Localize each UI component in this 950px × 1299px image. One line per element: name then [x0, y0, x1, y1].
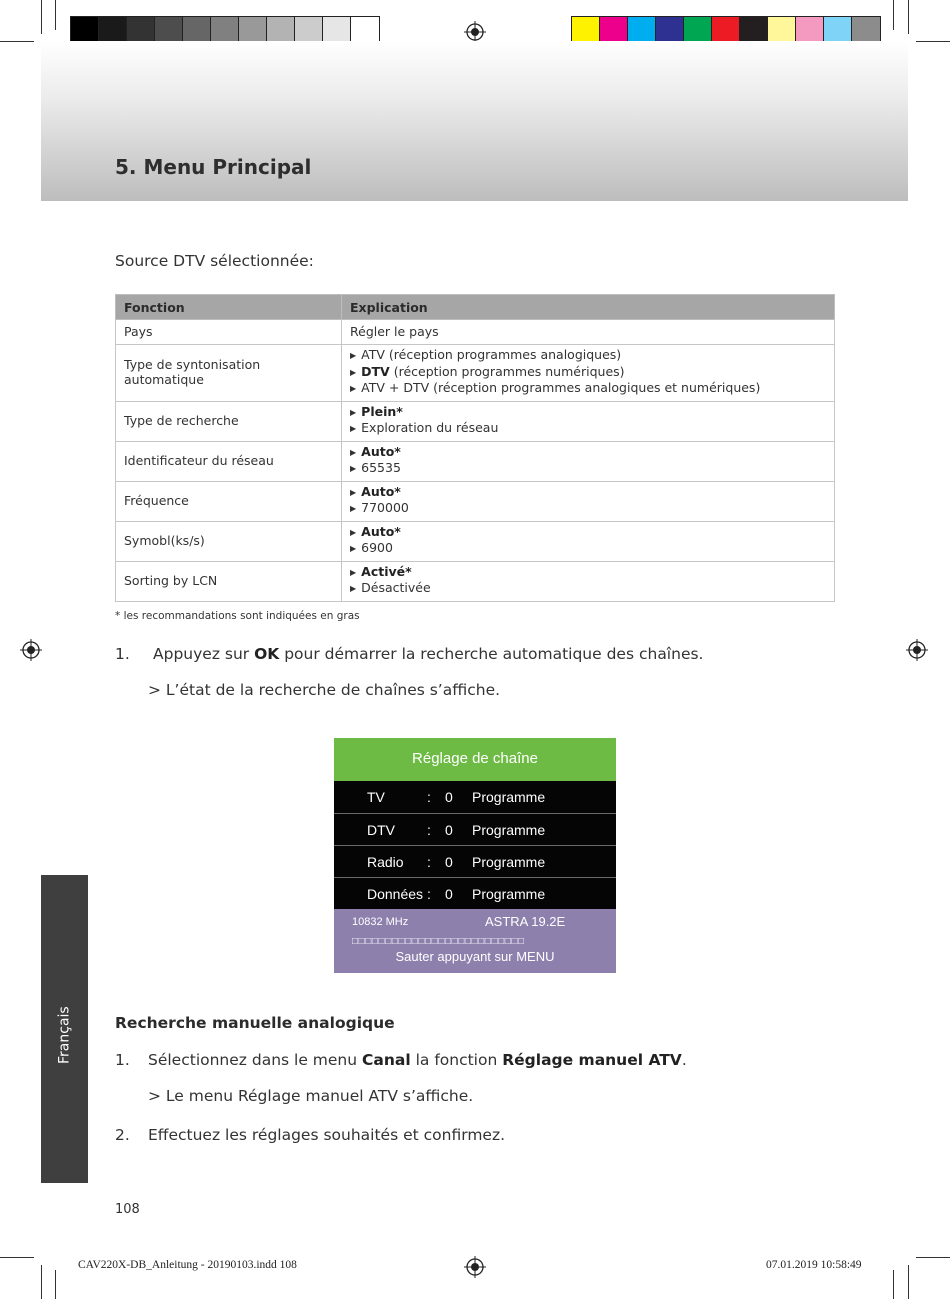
scan-row-tv [334, 781, 616, 813]
explanation-cell [342, 345, 835, 402]
option-default: Auto* [361, 443, 401, 459]
scan-row-radio [334, 845, 616, 877]
table-row [116, 441, 835, 481]
option-label: DTV [361, 363, 390, 379]
channel-scan-screen [334, 738, 616, 973]
option-item [350, 501, 826, 518]
satellite-name: ASTRA 19.2E [485, 914, 566, 929]
function-name: Réglage manuel ATV [502, 1051, 682, 1069]
step-number: 1. [115, 645, 130, 663]
option-default: Plein* [361, 403, 403, 419]
scan-status-panel [334, 909, 616, 973]
table-row [116, 401, 835, 441]
function-cell: Identificateur du réseau [116, 441, 342, 481]
slug-filename: CAV220X-DB_Anleitung - 20190103.indd 108 [78, 1259, 297, 1271]
menu-name: Canal [362, 1051, 411, 1069]
step-1-result: > L’état de la recherche de chaînes s’affiche. [148, 681, 501, 699]
row-label: Données [367, 886, 424, 902]
column-header-explanation: Explication [342, 295, 835, 320]
crop-mark [916, 1257, 950, 1258]
frequency-readout: 10832 MHz [352, 916, 409, 928]
option-default: Auto* [361, 523, 401, 539]
crop-mark [908, 0, 909, 34]
option-label: ATV + DTV [361, 380, 430, 395]
option-value: Exploration du réseau [361, 420, 499, 435]
crop-mark [55, 0, 56, 30]
function-cell: Symobl(ks/s) [116, 521, 342, 561]
row-separator: : [427, 886, 431, 902]
table-header-row [116, 295, 835, 320]
row-count: 0 [445, 854, 453, 870]
function-cell: Pays [116, 320, 342, 345]
option-item [350, 485, 826, 502]
step-1 [115, 645, 703, 663]
registration-mark-icon [464, 1256, 486, 1278]
row-count: 0 [445, 789, 453, 805]
row-separator: : [427, 854, 431, 870]
step-text: Effectuez les réglages souhaités et confirmez. [148, 1126, 506, 1144]
function-cell: Type de syntonisation automatique [116, 345, 342, 402]
option-item [350, 445, 826, 462]
page-title: 5. Menu Principal [115, 155, 312, 179]
explanation-cell [342, 481, 835, 521]
row-separator: : [427, 822, 431, 838]
function-cell: Sorting by LCN [116, 561, 342, 601]
registration-mark-icon [464, 21, 486, 43]
explanation-cell: Régler le pays [342, 320, 835, 345]
step-text: Sélectionnez dans le menu [148, 1051, 362, 1069]
section-heading: Recherche manuelle analogique [115, 1014, 395, 1032]
option-item [350, 541, 826, 558]
page-number: 108 [115, 1202, 140, 1217]
function-cell: Type de recherche [116, 401, 342, 441]
option-item [350, 421, 826, 438]
option-value: 6900 [361, 540, 393, 555]
option-item [350, 405, 826, 422]
manual-step-2 [115, 1126, 505, 1144]
explanation-cell [342, 561, 835, 601]
option-label: ATV [361, 347, 385, 362]
table-row [116, 521, 835, 561]
manual-step-1-result: > Le menu Réglage manuel ATV s’affiche. [148, 1087, 474, 1105]
row-unit: Programme [472, 822, 546, 838]
screen-title: Réglage de chaîne [334, 738, 616, 781]
step-number: 1. [115, 1051, 130, 1069]
function-cell: Fréquence [116, 481, 342, 521]
option-default: Activé* [361, 563, 412, 579]
row-count: 0 [445, 822, 453, 838]
language-tab-label: Français [56, 1006, 73, 1064]
crop-mark [41, 1265, 42, 1299]
skip-hint: Sauter appuyant sur MENU [395, 949, 555, 964]
registration-mark-icon [20, 639, 42, 661]
column-header-function: Fonction [116, 295, 342, 320]
option-item [350, 348, 826, 365]
step-number: 2. [115, 1126, 130, 1144]
slug-timestamp: 07.01.2019 10:58:49 [766, 1259, 862, 1271]
row-unit: Programme [472, 886, 546, 902]
explanation-cell [342, 401, 835, 441]
row-separator: : [427, 789, 431, 805]
table-row [116, 561, 835, 601]
option-description: (réception programmes analogiques) [384, 347, 622, 362]
crop-mark [916, 41, 950, 42]
crop-mark [0, 1257, 34, 1258]
step-text: la fonction [410, 1051, 503, 1069]
option-description: (réception programmes numériques) [389, 363, 625, 379]
table-row [116, 345, 835, 402]
row-unit: Programme [472, 789, 546, 805]
scan-row-data [334, 877, 616, 909]
table-row [116, 320, 835, 345]
crop-mark [41, 0, 42, 34]
option-value: 770000 [361, 500, 409, 515]
option-item [350, 461, 826, 478]
option-item [350, 381, 826, 398]
option-value: Désactivée [361, 580, 431, 595]
step-text: pour démarrer la recherche automatique des chaînes. [279, 645, 704, 663]
function-table [115, 294, 835, 602]
registration-mark-icon [906, 639, 928, 661]
crop-mark [55, 1270, 56, 1299]
explanation-cell [342, 521, 835, 561]
option-description: (réception programmes analogiques et numériques) [429, 380, 761, 395]
option-item [350, 525, 826, 542]
row-count: 0 [445, 886, 453, 902]
crop-mark [0, 41, 34, 42]
explanation-cell [342, 441, 835, 481]
table-row [116, 481, 835, 521]
row-label: DTV [367, 822, 395, 838]
row-unit: Programme [472, 854, 546, 870]
footnote: * les recommandations sont indiquées en gras [115, 610, 360, 622]
crop-mark [893, 1270, 894, 1299]
section-intro: Source DTV sélectionnée: [115, 252, 314, 270]
step-text: Appuyez sur [153, 645, 255, 663]
option-default: Auto* [361, 483, 401, 499]
option-item [350, 581, 826, 598]
option-value: 65535 [361, 460, 401, 475]
row-label: Radio [367, 854, 404, 870]
manual-step-1 [115, 1051, 687, 1069]
scan-row-dtv [334, 813, 616, 845]
step-text: . [681, 1051, 687, 1069]
row-label: TV [367, 789, 385, 805]
ok-key: OK [254, 645, 280, 663]
option-item [350, 565, 826, 582]
scan-progress-bar: □□□□□□□□□□□□□□□□□□□□□□□□□□ [352, 936, 525, 947]
crop-mark [908, 1265, 909, 1299]
crop-mark [893, 0, 894, 30]
option-item [350, 365, 826, 382]
